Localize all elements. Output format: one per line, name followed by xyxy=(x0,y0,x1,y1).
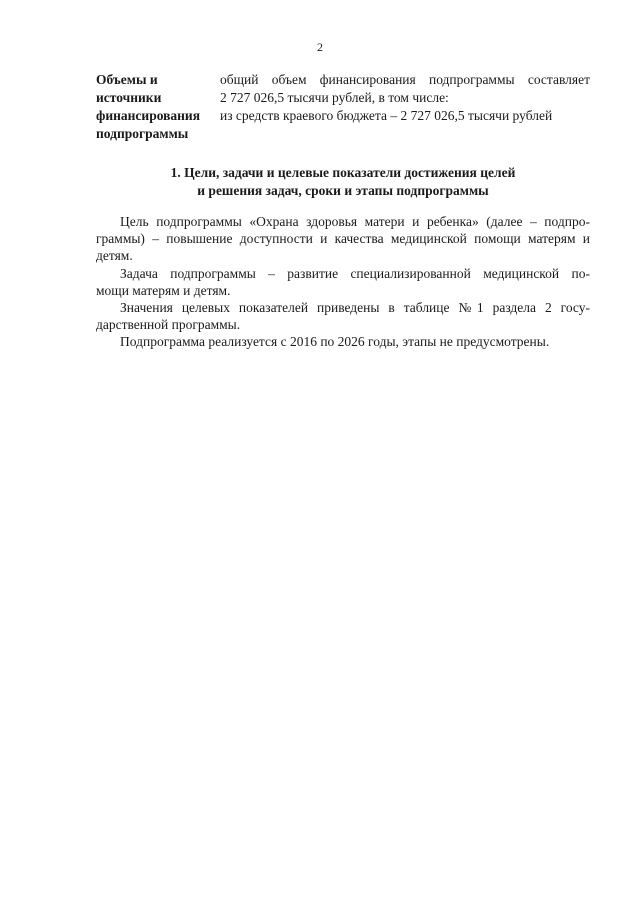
financing-value xyxy=(220,71,590,143)
paragraph-timeline xyxy=(96,333,590,350)
financing-row xyxy=(96,71,590,143)
financing-label xyxy=(96,71,220,143)
paragraph-line: Подпрограмма реализуется с 2016 по 2026 годы, этапы не предусмотрены. xyxy=(120,334,550,350)
paragraph-line: Цель подпрограммы «Охрана здоровья матери и ребенка» (далее – подпро- xyxy=(120,214,590,229)
financing-label-line: финансирования xyxy=(96,108,201,123)
paragraph-line: дарственной программы. xyxy=(96,317,241,333)
paragraph-line: мощи матерям и детям. xyxy=(96,282,231,298)
section-body xyxy=(96,213,590,351)
financing-label-line: Объемы и xyxy=(96,72,158,87)
financing-label-line: источники xyxy=(96,90,162,105)
paragraph-goal xyxy=(96,213,590,265)
paragraph-line: Значения целевых показателей приведены в таблице №1 раздела 2 госу- xyxy=(120,300,590,316)
paragraph-line: детям. xyxy=(96,248,133,264)
financing-passport-block xyxy=(96,71,590,143)
page-number: 2 xyxy=(317,40,323,54)
paragraph-indicators xyxy=(96,299,590,333)
financing-value-line: из средств краевого бюджета – 2 727 026,5 тысячи рублей xyxy=(220,108,553,123)
section-heading-line: и решения задач, сроки и этапы подпрограммы xyxy=(197,183,489,198)
section-heading xyxy=(96,164,590,200)
paragraph-line: граммы) – повышение доступности и качества медицинской помощи матерям и xyxy=(96,231,590,247)
financing-label-line: подпрограммы xyxy=(96,126,189,141)
paragraph-line: Задача подпрограммы – развитие специализированной медицинской по- xyxy=(120,265,590,281)
paragraph-task xyxy=(96,265,590,299)
section-heading-line: 1. Цели, задачи и целевые показатели достижения целей xyxy=(170,165,516,180)
financing-value-line: общий объем финансирования подпрограммы составляет xyxy=(220,72,590,87)
financing-value-line: 2 727 026,5 тысячи рублей, в том числе: xyxy=(220,90,449,105)
